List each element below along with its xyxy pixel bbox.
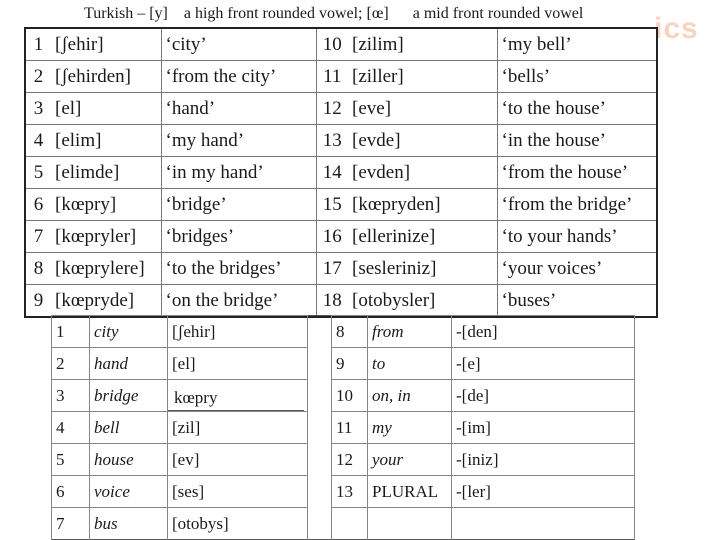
turkish-form: [ʃehir] — [51, 28, 161, 61]
turkish-form: [elim] — [51, 125, 161, 157]
turkish-morpheme: -[den] — [452, 316, 635, 348]
column-spacer — [308, 380, 332, 412]
english-gloss: hand — [90, 348, 168, 380]
english-gloss: bus — [90, 508, 168, 540]
table-row — [25, 285, 657, 318]
table-row — [52, 508, 635, 540]
caption-oe-desc: a mid front rounded vowel — [412, 5, 584, 22]
row-number: 2 — [52, 348, 90, 380]
table-row — [25, 189, 657, 221]
row-number: 6 — [52, 476, 90, 508]
row-number — [332, 508, 368, 540]
turkish-morpheme: -[im] — [452, 412, 635, 444]
row-number: 8 — [332, 316, 368, 348]
row-number: 1 — [25, 28, 51, 61]
table-row — [25, 28, 657, 61]
turkish-morpheme: [ʃehir] — [168, 316, 308, 348]
english-gloss: ‘hand’ — [161, 93, 316, 125]
english-gloss: house — [90, 444, 168, 476]
row-number: 12 — [332, 444, 368, 476]
english-gloss: bridge — [90, 380, 168, 412]
caption-oe-symbol: [œ] — [366, 5, 389, 22]
english-gloss: from — [368, 316, 452, 348]
table-row — [25, 253, 657, 285]
english-gloss: city — [90, 316, 168, 348]
turkish-form: [otobysler] — [348, 285, 497, 318]
row-number: 16 — [316, 221, 348, 253]
turkish-form: [elimde] — [51, 157, 161, 189]
english-gloss: voice — [90, 476, 168, 508]
row-number: 5 — [25, 157, 51, 189]
row-number: 9 — [25, 285, 51, 318]
english-gloss: bell — [90, 412, 168, 444]
row-number: 3 — [52, 380, 90, 412]
row-number: 4 — [52, 412, 90, 444]
row-number: 9 — [332, 348, 368, 380]
caption-lead: Turkish – [y] — [84, 5, 168, 22]
background-watermark: ics — [654, 14, 699, 44]
turkish-form: [kœpryden] — [348, 189, 497, 221]
row-number: 7 — [25, 221, 51, 253]
morpheme-body — [52, 316, 635, 540]
table-row — [52, 316, 635, 348]
row-number: 13 — [332, 476, 368, 508]
turkish-form: [kœpryde] — [51, 285, 161, 318]
turkish-morpheme: [ses] — [168, 476, 308, 508]
english-gloss: ‘bridges’ — [161, 221, 316, 253]
turkish-form: [ziller] — [348, 61, 497, 93]
row-number: 4 — [25, 125, 51, 157]
english-gloss: ‘from the house’ — [497, 157, 657, 189]
turkish-form: [evden] — [348, 157, 497, 189]
column-spacer — [308, 316, 332, 348]
turkish-form: [ʃehirden] — [51, 61, 161, 93]
turkish-form: [kœpry] — [51, 189, 161, 221]
table-row — [52, 476, 635, 508]
row-number: 7 — [52, 508, 90, 540]
turkish-morpheme: -[ler] — [452, 476, 635, 508]
turkish-form: [kœpryler] — [51, 221, 161, 253]
table-row — [52, 380, 635, 412]
turkish-words-table — [24, 27, 658, 318]
turkish-morpheme: -[e] — [452, 348, 635, 380]
row-number: 3 — [25, 93, 51, 125]
english-gloss: ‘bridge’ — [161, 189, 316, 221]
morpheme-table — [51, 315, 635, 540]
row-number: 1 — [52, 316, 90, 348]
english-gloss: ‘your voices’ — [497, 253, 657, 285]
row-number: 14 — [316, 157, 348, 189]
column-spacer — [308, 412, 332, 444]
english-gloss: ‘on the bridge’ — [161, 285, 316, 318]
english-gloss: ‘my hand’ — [161, 125, 316, 157]
english-gloss: ‘from the bridge’ — [497, 189, 657, 221]
column-spacer — [308, 476, 332, 508]
row-number: 11 — [332, 412, 368, 444]
row-number: 6 — [25, 189, 51, 221]
turkish-morpheme: [el] — [168, 348, 308, 380]
turkish-morpheme: [ev] — [168, 444, 308, 476]
turkish-form: [ellerinize] — [348, 221, 497, 253]
column-spacer — [308, 508, 332, 540]
table-row — [25, 221, 657, 253]
english-gloss: ‘in my hand’ — [161, 157, 316, 189]
turkish-form: [sesleriniz] — [348, 253, 497, 285]
english-gloss — [368, 508, 452, 540]
turkish-form: [el] — [51, 93, 161, 125]
caption-y-desc: a high front rounded vowel; — [183, 5, 363, 22]
turkish-morpheme: -[de] — [452, 380, 635, 412]
row-number: 8 — [25, 253, 51, 285]
table-row — [52, 348, 635, 380]
english-gloss: ‘to your hands’ — [497, 221, 657, 253]
row-number: 11 — [316, 61, 348, 93]
row-number: 18 — [316, 285, 348, 318]
english-gloss: ‘buses’ — [497, 285, 657, 318]
turkish-morpheme — [452, 508, 635, 540]
english-gloss: ‘my bell’ — [497, 28, 657, 61]
row-number: 12 — [316, 93, 348, 125]
answer-underline — [244, 410, 304, 411]
turkish-form: [kœprylere] — [51, 253, 161, 285]
table-caption — [84, 2, 684, 26]
table-row — [25, 61, 657, 93]
row-number: 17 — [316, 253, 348, 285]
turkish-morpheme: [otobys] — [168, 508, 308, 540]
turkish-words-body — [25, 28, 657, 317]
english-gloss: ‘from the city’ — [161, 61, 316, 93]
row-number: 13 — [316, 125, 348, 157]
column-spacer — [308, 444, 332, 476]
row-number: 2 — [25, 61, 51, 93]
english-gloss: ‘in the house’ — [497, 125, 657, 157]
row-number: 10 — [316, 28, 348, 61]
turkish-morpheme: -[iniz] — [452, 444, 635, 476]
english-gloss: ‘to the bridges’ — [161, 253, 316, 285]
english-gloss: ‘city’ — [161, 28, 316, 61]
english-gloss: to — [368, 348, 452, 380]
english-gloss: ‘to the house’ — [497, 93, 657, 125]
handwritten-answer-kœpry: kœpry — [168, 386, 250, 411]
row-number: 10 — [332, 380, 368, 412]
table-row — [25, 93, 657, 125]
turkish-morpheme: [zil] — [168, 412, 308, 444]
table-row — [52, 444, 635, 476]
table-row — [25, 125, 657, 157]
turkish-form: [zilim] — [348, 28, 497, 61]
column-spacer — [308, 348, 332, 380]
turkish-form: [evde] — [348, 125, 497, 157]
english-gloss: your — [368, 444, 452, 476]
table-row — [25, 157, 657, 189]
turkish-form: [eve] — [348, 93, 497, 125]
english-gloss: ‘bells’ — [497, 61, 657, 93]
row-number: 15 — [316, 189, 348, 221]
english-gloss: PLURAL — [368, 476, 452, 508]
english-gloss: on, in — [368, 380, 452, 412]
english-gloss: my — [368, 412, 452, 444]
table-row — [52, 412, 635, 444]
row-number: 5 — [52, 444, 90, 476]
